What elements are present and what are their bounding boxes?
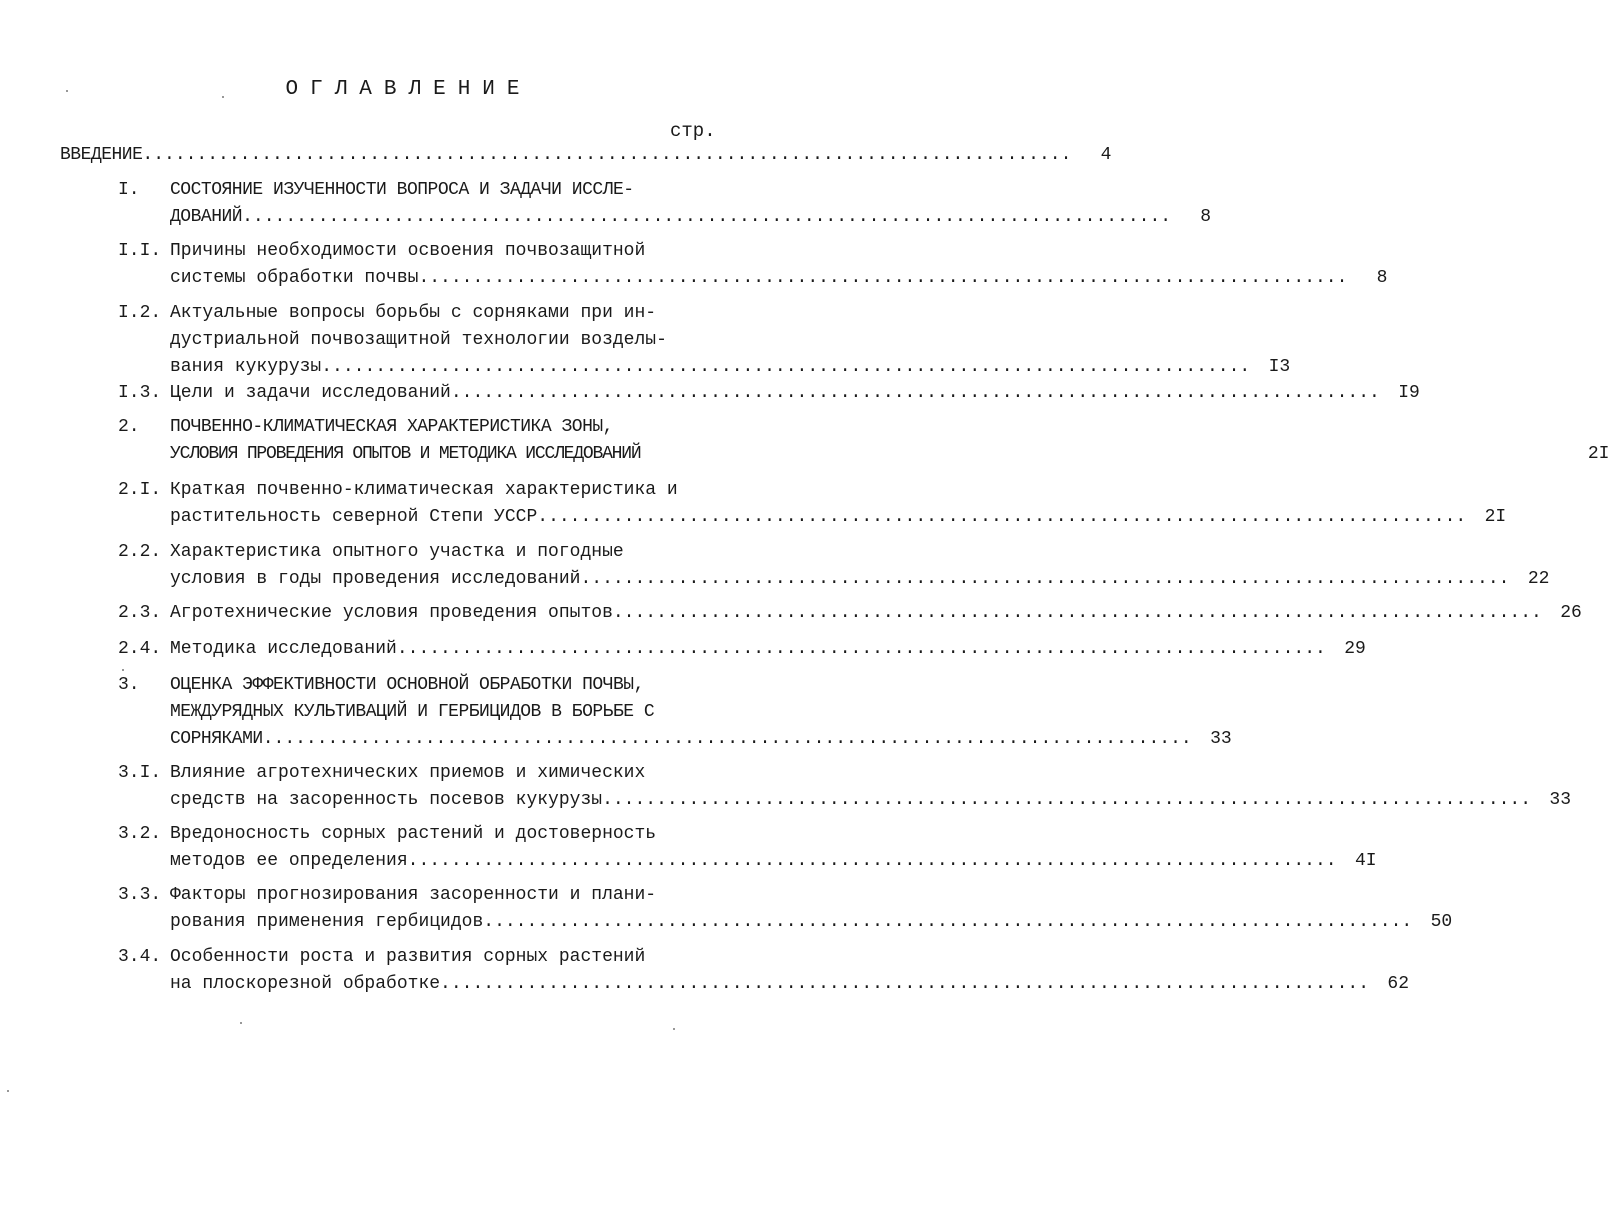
toc-line — [118, 821, 723, 848]
toc-line — [118, 760, 723, 787]
toc-entry-text: рования применения гербицидов — [170, 912, 484, 932]
toc-line — [118, 414, 723, 441]
toc-line — [60, 142, 1112, 169]
page-title: ОГЛАВЛЕНИЕ — [285, 78, 532, 101]
scan-speck — [222, 96, 224, 98]
toc-line — [118, 882, 723, 909]
toc-line — [118, 726, 1232, 753]
toc-entry-text: Особенности роста и развития сорных растений — [170, 947, 646, 967]
toc-entry-section-1-3 — [118, 380, 1420, 407]
toc-entry-text: растительность северной Степи УССР — [170, 507, 538, 527]
toc-line — [118, 327, 723, 354]
toc-entry-number: 2.I. — [118, 480, 162, 500]
toc-line — [118, 636, 1366, 663]
toc-line — [118, 600, 1582, 627]
scan-speck — [122, 669, 124, 671]
leader-dots: ...................................................................................... — [321, 357, 1251, 377]
toc-entry-text: Актуальные вопросы борьбы с сорняками при ин- — [170, 303, 657, 323]
toc-entry-text: методов ее определения — [170, 851, 408, 871]
leader-dots: ...................................................................................... — [242, 207, 1172, 227]
toc-page-number: 62 — [1387, 974, 1409, 994]
toc-line — [118, 177, 723, 204]
toc-entry-text: Методика исследований — [170, 639, 397, 659]
scan-speck — [66, 90, 68, 92]
leader-dots: ...................................................................................... — [262, 729, 1192, 749]
toc-line — [118, 699, 723, 726]
toc-entry-text: УСЛОВИЯ ПРОВЕДЕНИЯ ОПЫТОВ И МЕТОДИКА ИССЛЕДОВАНИЙ — [170, 444, 641, 464]
page-column-header: стр. — [670, 120, 716, 142]
toc-entry-number: 3.2. — [118, 824, 162, 844]
toc-entry-text: дустриальной почвозащитной технологии возделы- — [170, 330, 667, 350]
toc-page-number: I3 — [1268, 357, 1291, 377]
toc-entry-text: системы обработки почвы — [170, 268, 419, 288]
toc-line — [118, 848, 1377, 875]
toc-entry-section-2-2 — [118, 539, 1550, 593]
toc-page-number: 4 — [1100, 145, 1112, 165]
toc-line — [118, 204, 1212, 231]
leader-dots: ...................................................................................... — [537, 507, 1467, 527]
toc-entry-number: 3.4. — [118, 947, 162, 967]
scan-speck — [240, 1022, 242, 1024]
scan-speck — [7, 1090, 9, 1092]
toc-line — [118, 504, 1507, 531]
toc-entry-introduction — [60, 142, 1112, 169]
toc-entry-section-3-1 — [118, 760, 1572, 814]
toc-entry-chapter-2 — [118, 414, 1609, 468]
toc-line — [118, 380, 1420, 407]
toc-page-number: 33 — [1549, 790, 1572, 810]
toc-page-number: 33 — [1210, 729, 1232, 749]
toc-entry-text: Вредоносность сорных растений и достоверность — [170, 824, 657, 844]
leader-dots: ...................................................................................... — [142, 145, 1072, 165]
toc-entry-text: Краткая почвенно-климатическая характеристика и — [170, 480, 678, 500]
toc-page-number: 29 — [1344, 639, 1366, 659]
toc-page-number: 8 — [1200, 207, 1212, 227]
toc-entry-number: 3.3. — [118, 885, 162, 905]
toc-entry-section-3-2 — [118, 821, 1377, 875]
toc-entry-text: Причины необходимости освоения почвозащитной — [170, 241, 646, 261]
toc-entry-text: МЕЖДУРЯДНЫХ КУЛЬТИВАЦИЙ И ГЕРБИЦИДОВ В БОРЬБЕ С — [170, 702, 655, 722]
toc-line — [118, 477, 723, 504]
toc-line — [118, 944, 723, 971]
toc-line — [118, 441, 1609, 468]
toc-line — [118, 566, 1550, 593]
toc-entry-text: ПОЧВЕННО-КЛИМАТИЧЕСКАЯ ХАРАКТЕРИСТИКА ЗОНЫ, — [170, 417, 613, 437]
toc-entry-number: 2.3. — [118, 603, 162, 623]
toc-line — [118, 787, 1572, 814]
toc-entry-section-1-2 — [118, 300, 1291, 381]
toc-entry-text: на плоскорезной обработке — [170, 974, 441, 994]
toc-entry-chapter-3 — [118, 672, 1232, 753]
toc-entry-number: 2. — [118, 417, 140, 437]
toc-page-number: 8 — [1376, 268, 1388, 288]
toc-line — [118, 909, 1453, 936]
toc-page-number: 22 — [1527, 569, 1550, 589]
toc-entry-text: СОСТОЯНИЕ ИЗУЧЕННОСТИ ВОПРОСА И ЗАДАЧИ ИССЛЕ- — [170, 180, 634, 200]
leader-dots: ...................................................................................... — [418, 268, 1348, 288]
toc-entry-number: I.I. — [118, 241, 162, 261]
toc-entry-text: Характеристика опытного участка и погодные — [170, 542, 624, 562]
toc-line — [118, 539, 723, 566]
toc-line — [118, 238, 723, 265]
toc-entry-section-1-1 — [118, 238, 1388, 292]
scan-speck — [673, 1028, 675, 1030]
toc-page-number: 50 — [1430, 912, 1453, 932]
leader-dots: ...................................................................................... — [396, 639, 1326, 659]
toc-entry-text: ОЦЕНКА ЭФФЕКТИВНОСТИ ОСНОВНОЙ ОБРАБОТКИ ПОЧВЫ, — [170, 675, 644, 695]
toc-page-number: 2I — [1587, 444, 1609, 464]
toc-page-number: I9 — [1398, 383, 1420, 403]
toc-line — [118, 971, 1409, 998]
toc-entry-number: 2.4. — [118, 639, 162, 659]
toc-entry-number: I. — [118, 180, 140, 200]
toc-entry-section-2-1 — [118, 477, 1507, 531]
toc-entry-number: 3.I. — [118, 763, 162, 783]
toc-entry-text: вания кукурузы — [170, 357, 322, 377]
toc-entry-text: Агротехнические условия проведения опытов — [170, 603, 613, 623]
toc-line — [118, 672, 723, 699]
leader-dots: ...................................................................................... — [612, 603, 1542, 623]
leader-dots: ...................................................................................... — [483, 912, 1413, 932]
toc-entry-section-3-3 — [118, 882, 1453, 936]
toc-entry-text: ВВЕДЕНИЕ — [60, 145, 143, 165]
toc-line — [118, 265, 1388, 292]
leader-dots: ...................................................................................... — [440, 974, 1369, 994]
toc-entry-number: I.3. — [118, 383, 162, 403]
toc-entry-number: I.2. — [118, 303, 162, 323]
toc-entry-number: 3. — [118, 675, 140, 695]
toc-entry-text: средств на засоренность посевов кукурузы — [170, 790, 603, 810]
toc-entry-text: Факторы прогнозирования засоренности и плани- — [170, 885, 657, 905]
toc-entry-section-3-4 — [118, 944, 1409, 998]
toc-entry-text: СОРНЯКАМИ — [170, 729, 263, 749]
toc-page-number: 4I — [1354, 851, 1377, 871]
toc-line — [118, 300, 723, 327]
leader-dots: ...................................................................................... — [407, 851, 1337, 871]
toc-entry-section-2-4 — [118, 636, 1366, 663]
leader-dots: ...................................................................................... — [602, 790, 1532, 810]
toc-entry-chapter-1 — [118, 177, 1212, 231]
leader-dots: ...................................................................................... — [580, 569, 1510, 589]
toc-entry-text: Цели и задачи исследований — [170, 383, 451, 403]
toc-entry-text: Влияние агротехнических приемов и химических — [170, 763, 646, 783]
toc-page-number: 26 — [1560, 603, 1582, 623]
leader-dots: ...................................................................................... — [450, 383, 1380, 403]
toc-entry-text: ДОВАНИЙ — [170, 207, 243, 227]
toc-page-number: 2I — [1484, 507, 1507, 527]
toc-entry-text: условия в годы проведения исследований — [170, 569, 581, 589]
toc-entry-section-2-3 — [118, 600, 1582, 627]
toc-line — [118, 354, 1291, 381]
toc-entry-number: 2.2. — [118, 542, 162, 562]
